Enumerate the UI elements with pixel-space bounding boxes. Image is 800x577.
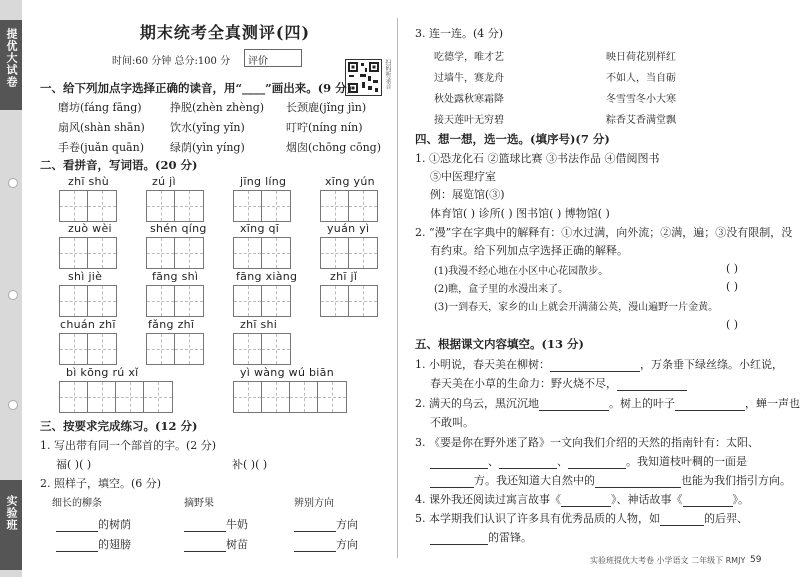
section-2-heading: 二、看拼音，写词语。(20 分) xyxy=(40,158,198,172)
s4-example: 例：展览馆(③) xyxy=(430,188,505,201)
answer-blank[interactable] xyxy=(294,520,336,532)
s5-text: 》。 xyxy=(732,493,749,506)
s5-text: 4. 课外我还阅读过寓言故事《 xyxy=(415,493,561,506)
s5-text: 5. 本学期我们认识了许多具有优秀品质的人物，如 xyxy=(415,512,660,525)
s3-example: 细长的柳条 xyxy=(52,498,102,509)
s1-item: 叮咛(níng nín) xyxy=(286,121,363,134)
binding-hole xyxy=(8,290,18,300)
answer-blank[interactable] xyxy=(184,520,226,532)
s3-example: 摘野果 xyxy=(184,498,214,509)
writing-grid[interactable] xyxy=(146,190,204,222)
writing-grid[interactable] xyxy=(59,381,173,413)
fill-suffix: 树苗 xyxy=(226,538,248,551)
s1-item: 烟囱(chōng cōng) xyxy=(286,141,381,154)
writing-grid[interactable] xyxy=(233,237,291,269)
writing-grid[interactable] xyxy=(320,237,378,269)
pinyin-prompt: zhī shù xyxy=(68,175,110,188)
spine-strip xyxy=(0,0,22,577)
answer-blank[interactable] xyxy=(683,495,733,507)
s5-line2b: 不敢叫。 xyxy=(430,416,474,429)
section-4-heading: 四、想一想，选一选。(填序号)(7 分) xyxy=(415,132,610,146)
answer-paren[interactable]: ( ) xyxy=(726,280,739,293)
footer-text: 实验班提优大考卷 小学语文 二年级下 RMJY xyxy=(590,556,746,565)
writing-grid[interactable] xyxy=(146,285,204,317)
s5-text: ，万条垂下绿丝绦。小红说， xyxy=(640,358,783,371)
fill-row xyxy=(294,513,358,532)
match-left[interactable]: 过墙牛，赛龙舟 xyxy=(434,73,504,84)
s4-q2-line1: 2. “漫”字在字典中的解释有：①水过满，向外流；②满，遍；③没有限制，没 xyxy=(415,226,793,239)
binding-hole xyxy=(8,400,18,410)
spine-title-bottom: 实验班 xyxy=(5,495,18,531)
section-5-heading: 五、根据课文内容填空。(13 分) xyxy=(415,337,584,351)
pinyin-prompt: yuán yì xyxy=(327,222,370,235)
pinyin-prompt: fǎng zhī xyxy=(148,318,195,331)
s3-q1-b: 补( )( ) xyxy=(232,458,268,471)
binding-hole xyxy=(8,178,18,188)
s1-item: 饮水(yǐng yǐn) xyxy=(170,121,245,134)
s5-text: 。我知道枝叶稠的一面是 xyxy=(626,455,747,468)
answer-blank[interactable] xyxy=(294,540,336,552)
s5-text: 的后羿、 xyxy=(704,512,748,525)
answer-blank[interactable] xyxy=(184,540,226,552)
fill-suffix: 牛奶 xyxy=(226,518,248,531)
s3-q3: 3. 连一连。(4 分) xyxy=(415,27,504,40)
answer-blank[interactable] xyxy=(56,540,98,552)
match-right[interactable]: 粽香艾香满堂飘 xyxy=(606,115,676,126)
spine-title-top: 提优大试卷 xyxy=(5,28,18,88)
pinyin-prompt: zuò wèi xyxy=(68,222,112,235)
s1-item: 挣脱(zhèn zhèng) xyxy=(170,101,265,114)
writing-grid[interactable] xyxy=(320,190,378,222)
match-right[interactable]: 冬雪雪冬小大寒 xyxy=(606,94,676,105)
writing-grid[interactable] xyxy=(59,285,117,317)
s1-item: 绿荫(yìn yíng) xyxy=(170,141,245,154)
s4-q2-line2: 有约束。给下列加点字选择正确的解释。 xyxy=(430,244,628,257)
answer-paren[interactable]: ( ) xyxy=(726,262,739,275)
s5-text: 方。我还知道大自然中的 xyxy=(474,474,595,487)
s1-item: 磨坊(fáng fāng) xyxy=(58,101,142,114)
writing-grid[interactable] xyxy=(146,237,204,269)
pinyin-prompt: bì kōng rú xǐ xyxy=(66,366,139,379)
pinyin-prompt: xīng yún xyxy=(325,175,375,188)
s5-line5 xyxy=(415,510,748,526)
s5-text: 1. 小明说，春天美在柳树： xyxy=(415,358,550,371)
writing-grid[interactable] xyxy=(233,190,291,222)
s5-line5b xyxy=(430,529,532,545)
match-right[interactable]: 不如人，当自砺 xyxy=(606,73,676,84)
answer-paren[interactable]: ( ) xyxy=(726,318,739,331)
s4-options-2: ⑤中医理疗室 xyxy=(430,170,496,183)
s3-q1-a: 福( )( ) xyxy=(56,458,92,471)
pinyin-prompt: zú jì xyxy=(152,175,176,188)
answer-blank[interactable] xyxy=(430,457,488,469)
fill-row xyxy=(184,533,248,552)
answer-blank[interactable] xyxy=(499,457,557,469)
answer-blank[interactable] xyxy=(675,399,745,411)
writing-grid[interactable] xyxy=(59,333,117,365)
match-right[interactable]: 映日荷花别样红 xyxy=(606,52,676,63)
answer-blank[interactable] xyxy=(617,379,687,391)
fill-suffix: 方向 xyxy=(336,538,358,551)
answer-blank[interactable] xyxy=(660,514,704,526)
writing-grid[interactable] xyxy=(59,237,117,269)
pinyin-prompt: zhī shi xyxy=(240,318,278,331)
page-number: 59 xyxy=(750,555,762,565)
fill-suffix: 的树荫 xyxy=(98,518,131,531)
pinyin-prompt: yì wàng wú biān xyxy=(240,366,334,379)
s5-line3c xyxy=(430,472,791,488)
writing-grid[interactable] xyxy=(233,381,347,413)
column-divider xyxy=(397,18,398,558)
writing-grid[interactable] xyxy=(233,285,291,317)
s5-line3b xyxy=(430,453,747,469)
writing-grid[interactable] xyxy=(146,333,204,365)
s5-line2 xyxy=(415,395,800,411)
s1-item: 扇风(shàn shān) xyxy=(58,121,145,134)
s5-line4 xyxy=(415,491,749,507)
pinyin-prompt: zhī jǐ xyxy=(330,270,358,283)
s5-text: ，蝉一声也 xyxy=(745,397,800,410)
s5-text: 》、神话故事《 xyxy=(611,493,683,506)
s4-item: (2)瞧，盒子里的水漫出来了。 xyxy=(434,284,569,295)
qr-caption: 扫码听录音 xyxy=(384,59,391,89)
writing-grid[interactable] xyxy=(320,285,378,317)
answer-blank[interactable] xyxy=(595,476,681,488)
section-3-heading: 三、按要求完成练习。(12 分) xyxy=(40,419,198,433)
answer-blank[interactable] xyxy=(56,520,98,532)
score-box xyxy=(244,49,302,67)
page-title: 期末统考全真测评(四) xyxy=(139,23,311,42)
s5-line3: 3. 《要是你在野外迷了路》一文向我们介绍的天然的指南针有：太阳、 xyxy=(415,436,759,449)
s5-text: 的雷锋。 xyxy=(488,531,532,544)
pinyin-prompt: shì jiè xyxy=(68,270,103,283)
answer-blank[interactable] xyxy=(550,360,640,372)
s5-text: 春天美在小草的生命力：野火烧不尽， xyxy=(430,377,617,390)
fill-row xyxy=(184,513,248,532)
pinyin-prompt: chuán zhī xyxy=(60,318,116,331)
answer-blank[interactable] xyxy=(561,495,611,507)
exam-meta: 时间:60 分钟 总分:100 分 xyxy=(112,56,231,67)
s1-item: 手卷(juǎn quān) xyxy=(58,141,144,154)
s5-text: 2. 满天的乌云，黑沉沉地 xyxy=(415,397,539,410)
fill-suffix: 方向 xyxy=(336,518,358,531)
s5-line1 xyxy=(415,356,783,372)
fill-suffix: 的翅膀 xyxy=(98,538,131,551)
pinyin-prompt: xīng qī xyxy=(240,222,280,235)
answer-blank[interactable] xyxy=(430,533,488,545)
match-left[interactable]: 接天莲叶无穷碧 xyxy=(434,115,504,126)
s5-text: 、 xyxy=(488,455,499,468)
pinyin-prompt: fāng xiàng xyxy=(236,270,298,283)
s5-text: 、 xyxy=(557,455,568,468)
s1-item: 长颈鹿(jǐng jìn) xyxy=(286,101,367,114)
answer-blank[interactable] xyxy=(430,476,474,488)
pinyin-prompt: shén qíng xyxy=(150,222,207,235)
match-left[interactable]: 吃德学，唯才艺 xyxy=(434,52,504,63)
writing-grid[interactable] xyxy=(59,190,117,222)
answer-blank[interactable] xyxy=(568,457,626,469)
s5-text: 也能为我们指引方向。 xyxy=(681,474,791,487)
s4-venues[interactable]: 体育馆( ) 诊所( ) 图书馆( ) 博物馆( ) xyxy=(430,207,610,220)
s3-example: 辨别方向 xyxy=(294,498,334,509)
score-label: 评价 xyxy=(248,56,268,67)
s4-item: (1)我漫不经心地在小区中心花园散步。 xyxy=(434,266,609,277)
fill-row xyxy=(56,533,131,552)
pinyin-prompt: jīng líng xyxy=(240,175,287,188)
s3-q2: 2. 照样子，填空。(6 分) xyxy=(40,477,162,490)
s5-text: 。树上的叶子 xyxy=(609,397,675,410)
match-left[interactable]: 秋处露秋寒霜降 xyxy=(434,94,504,105)
writing-grid[interactable] xyxy=(233,333,291,365)
s4-options: 1. ①恐龙化石 ②篮球比赛 ③书法作品 ④借阅图书 xyxy=(415,152,660,165)
fill-row xyxy=(56,513,131,532)
s3-q1: 1. 写出带有同一个部首的字。(2 分) xyxy=(40,439,217,452)
answer-blank[interactable] xyxy=(539,399,609,411)
s5-line1b xyxy=(430,375,687,391)
s4-item: (3)一到春天，家乡的山上就会开满蒲公英，漫山遍野一片金黄。 xyxy=(434,302,719,313)
section-1-heading: 一、给下列加点字选择正确的读音，用“____”画出来。(9 分) xyxy=(40,81,353,95)
pinyin-prompt: fāng shì xyxy=(152,270,199,283)
fill-row xyxy=(294,533,358,552)
